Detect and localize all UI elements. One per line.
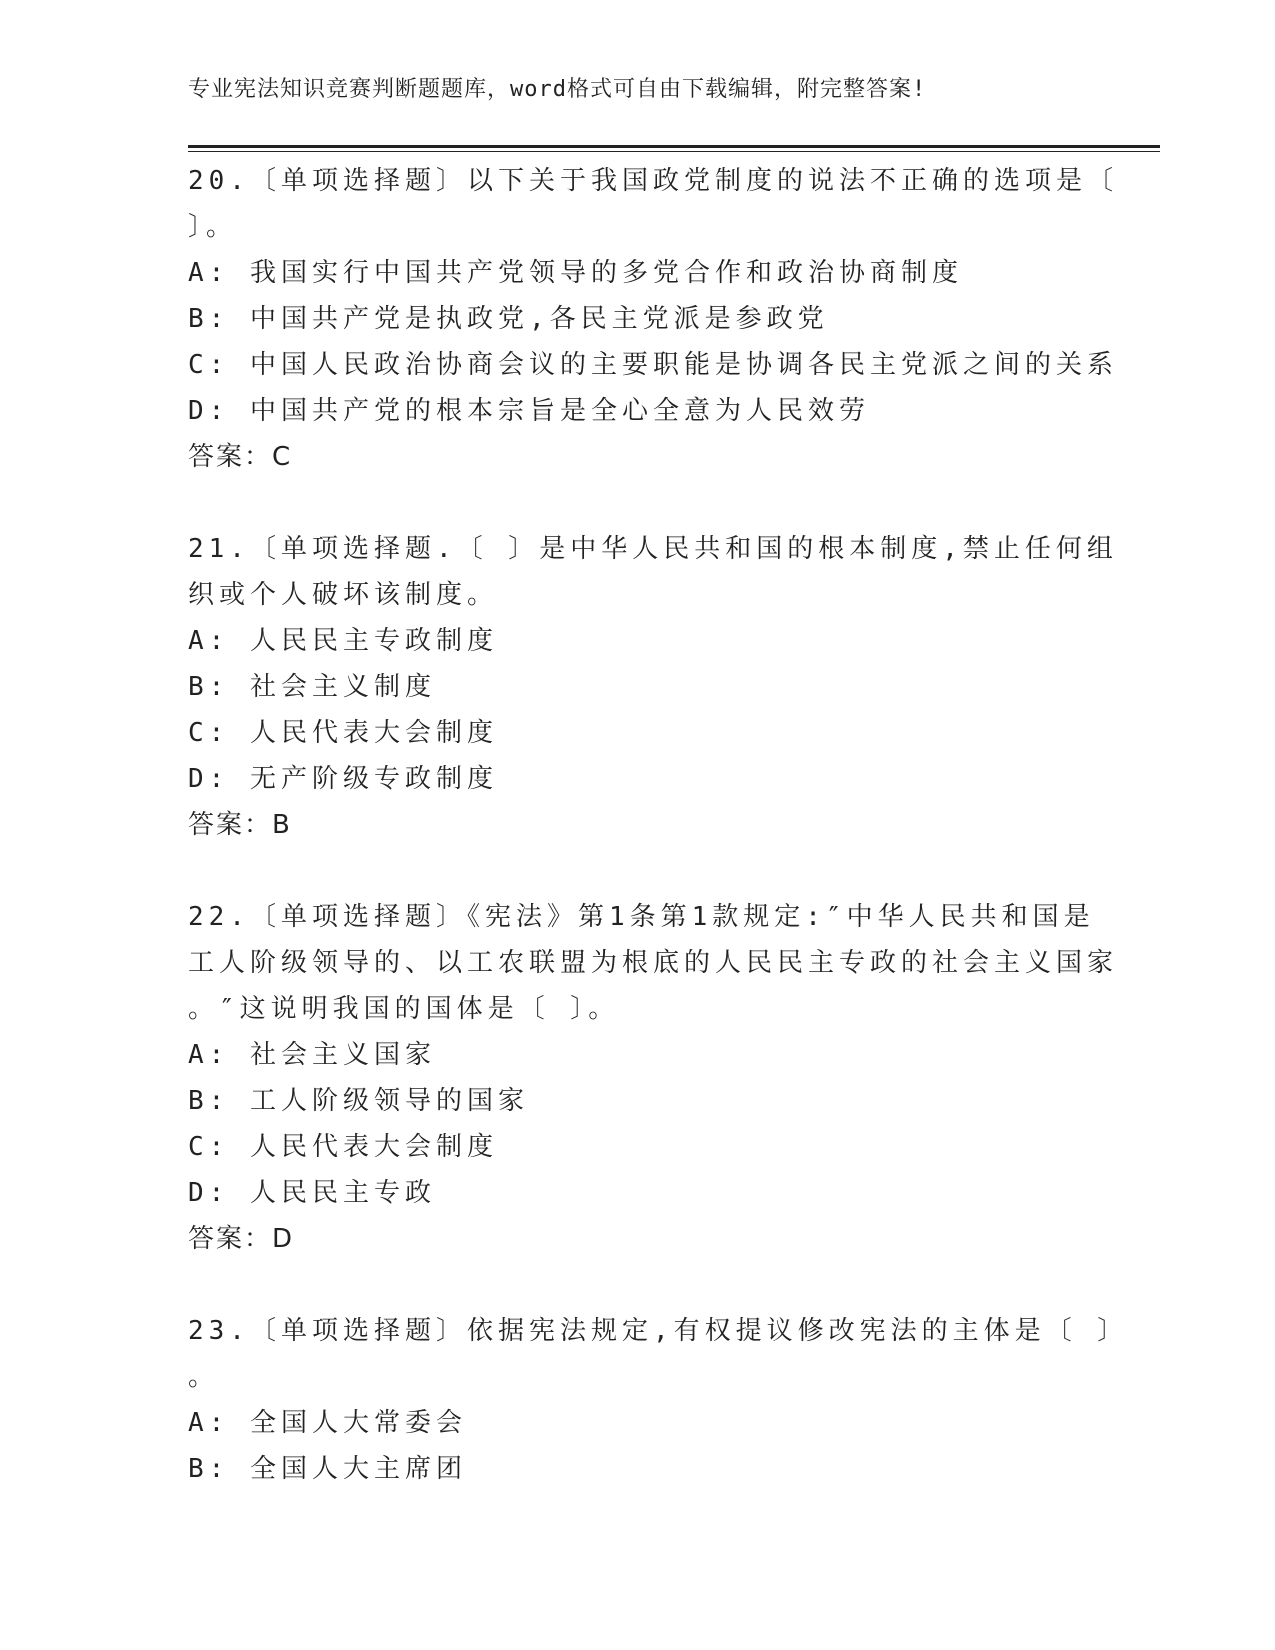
question-stem-line: 22.〔单项选择题〕《宪法》第1条第1款规定:″中华人民共和国是 bbox=[188, 902, 1095, 932]
option-d: D: 中国共产党的根本宗旨是全心全意为人民效劳 bbox=[188, 396, 870, 426]
question-stem-line: 织或个人破坏该制度。 bbox=[188, 580, 499, 610]
question-20 bbox=[188, 158, 1118, 480]
option-a: A: 全国人大常委会 bbox=[188, 1408, 467, 1438]
option-b: B: 全国人大主席团 bbox=[188, 1454, 467, 1484]
option-d: D: 无产阶级专政制度 bbox=[188, 764, 498, 794]
answer-label: 答案：B bbox=[188, 810, 292, 840]
question-stem-line: 23.〔单项选择题〕依据宪法规定,有权提议修改宪法的主体是〔 〕 bbox=[188, 1316, 1129, 1346]
header-divider bbox=[188, 145, 1160, 152]
option-b: B: 社会主义制度 bbox=[188, 672, 436, 702]
option-a: A: 人民民主专政制度 bbox=[188, 626, 498, 656]
question-list bbox=[188, 158, 1129, 1538]
option-b: B: 工人阶级领导的国家 bbox=[188, 1086, 529, 1116]
question-stem-line: 。 bbox=[188, 1362, 220, 1392]
answer-label: 答案：C bbox=[188, 442, 293, 472]
question-21 bbox=[188, 526, 1118, 848]
question-stem-line: 〕。 bbox=[188, 212, 238, 242]
option-c: C: 人民代表大会制度 bbox=[188, 718, 498, 748]
question-stem-line: 。″这说明我国的国体是〔 〕。 bbox=[188, 994, 620, 1024]
document-header: 专业宪法知识竞赛判断题题库，word格式可自由下载编辑，附完整答案! bbox=[188, 77, 927, 102]
option-b: B: 中国共产党是执政党,各民主党派是参政党 bbox=[188, 304, 829, 334]
option-c: C: 人民代表大会制度 bbox=[188, 1132, 498, 1162]
option-c: C: 中国人民政治协商会议的主要职能是协调各民主党派之间的关系 bbox=[188, 350, 1118, 380]
option-a: A: 社会主义国家 bbox=[188, 1040, 436, 1070]
question-stem-line: 21.〔单项选择题.〔 〕是中华人民共和国的根本制度,禁止任何组 bbox=[188, 534, 1118, 564]
question-stem-line: 工人阶级领导的、以工农联盟为根底的人民民主专政的社会主义国家 bbox=[188, 948, 1119, 978]
question-stem-line: 20.〔单项选择题〕以下关于我国政党制度的说法不正确的选项是〔 bbox=[188, 166, 1118, 196]
option-d: D: 人民民主专政 bbox=[188, 1178, 436, 1208]
question-23 bbox=[188, 1308, 1129, 1492]
option-a: A: 我国实行中国共产党领导的多党合作和政治协商制度 bbox=[188, 258, 963, 288]
question-22 bbox=[188, 894, 1119, 1262]
answer-label: 答案：D bbox=[188, 1224, 295, 1254]
